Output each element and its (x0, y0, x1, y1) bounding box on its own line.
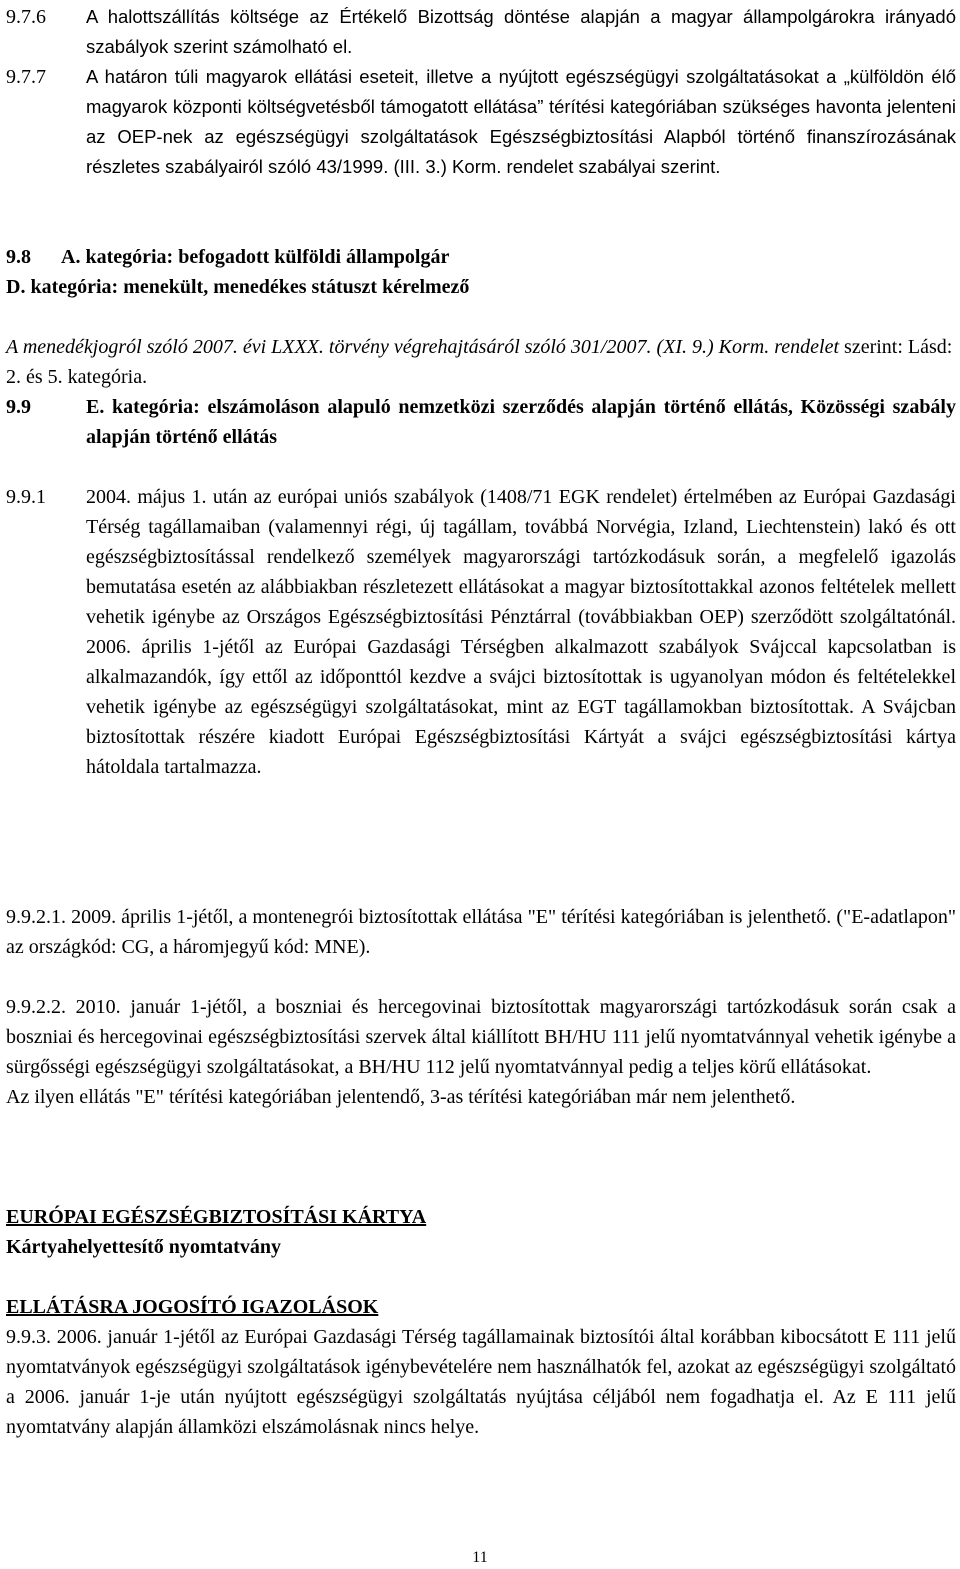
category-heading-e: E. kategória: elszámoláson alapuló nemzetközi szerződés alapján történő ellátás, Közösségi szabály alapján történő ellátás (86, 396, 956, 448)
section-9-8 (6, 242, 956, 392)
section-9-9-3: 9.9.3. 2006. január 1-jétől az Európai Gazdasági Térség tagállamainak biztosítói által korábban kibocsátott E 111 jelű nyomtatványok egészségügyi szolgáltatások igénybevételére nem használhatók fel, azokat az egészségügyi szolgáltató a 2006. január 1-je után nyújtott egészségügyi szolgáltatás nyújtása céljából nem fogadhatja el. Az E 111 jelű nyomtatvány alapján államközi elszámolásnak nincs helye. (6, 1326, 956, 1438)
section-text: A határon túli magyarok ellátási eseteit, illetve a nyújtott egészségügyi szolgáltatásokat a „külföldön élő magyarok központi költségvetésből támogatott ellátása” térítési kategóriában szükséges havonta jelenteni az OEP-nek az egészségügyi szolgáltatások Egészségbiztosítási Alapból történő finanszírozásának részletes szabályairól szóló 43/1999. (III. 3.) Korm. rendelet szabályai szerint. (86, 66, 956, 177)
section-9-9-2-2 (6, 992, 956, 1112)
section-9-9 (6, 392, 956, 452)
certificates-block (6, 1292, 956, 1442)
section-text: 9.9.2.2. 2010. január 1-jétől, a boszniai és hercegovinai biztosítottak magyarországi tartózkodásuk során csak a boszniai és hercegovinai egészségbiztosítási szervek által kiállított BH/HU 111 jelű nyomtatvánnyal vehetik igénybe a sürgősségi egészségügyi szolgáltatásokat, a BH/HU 112 jelű nyomtatvánnyal pedig a teljes körű ellátásokat. (6, 996, 956, 1078)
section-9-7-7 (6, 62, 956, 182)
section-note: Az ilyen ellátás "E" térítési kategóriában jelentendő, 3-as térítési kategóriában már nem jelenthető. (6, 1086, 796, 1108)
section-9-9-2-1: 9.9.2.1. 2009. április 1-jétől, a montenegrói biztosítottak ellátása "E" térítési kategóriában is jelenthető. ("E-adatlapon" az országkód: CG, a háromjegyű kód: MNE). (6, 906, 956, 958)
section-text: A halottszállítás költsége az Értékelő Bizottság döntése alapján a magyar állampolgárokra irányadó szabályok szerint számolható el. (86, 6, 956, 57)
section-number: 9.7.7 (6, 66, 46, 88)
section-number: 9.8 (6, 246, 31, 268)
certificates-title: ELLÁTÁSRA JOGOSÍTÓ IGAZOLÁSOK (6, 1296, 379, 1318)
ehic-title: EURÓPAI EGÉSZSÉGBIZTOSÍTÁSI KÁRTYA (6, 1206, 427, 1228)
legal-reference (6, 332, 956, 392)
page-number: 11 (472, 1549, 488, 1566)
section-number: 9.9.1 (6, 486, 46, 508)
section-number: 9.9 (6, 396, 31, 418)
section-9-7-6 (6, 2, 956, 62)
section-9-9-1 (6, 482, 956, 782)
section-text: 2004. május 1. után az európai uniós szabályok (1408/71 EGK rendelet) értelmében az Európai Gazdasági Térség tagállamaiban (valamennyi régi, új tagállam, továbbá Norvégia, Izland, Liechtenstein) lakó és ott egészségbiztosítással rendelkező személyek magyarországi tartózkodásuk során, a megfelelő igazolás bemutatása esetén az alábbiakban részletezett ellátásokat a magyar biztosítottakkal azonos feltételek mellett vehetik igénybe az Országos Egészségbiztosítási Pénztárral (továbbiakban OEP) szerződött szolgáltatónál. 2006. április 1-jétől az Európai Gazdasági Térségben alkalmazott szabályok Svájccal kapcsolatban is alkalmazandók, így ettől az időponttól kezdve a svájci biztosítottak is ugyanolyan módon és feltételekkel vehetik igénybe az egészségügyi szolgáltatásokat, mint az EGT tagállamokban biztosítottak. A Svájcban biztosítottak részére kiadott Európai Egészségbiztosítási Kártyát a svájci egészségbiztosítási kártya hátoldala tartalmazza. (86, 486, 956, 778)
category-heading-a: A. kategória: befogadott külföldi állampolgár (61, 246, 450, 268)
section-number: 9.7.6 (6, 6, 46, 28)
legal-reference-tail: szerint: Lásd: 2. és 5. kategória. (6, 336, 953, 388)
category-heading-d: D. kategória: menekült, menedékes státuszt kérelmező (6, 276, 470, 298)
legal-reference-title: A menedékjogról szóló 2007. évi LXXX. törvény végrehajtásáról szóló 301/2007. (XI. 9.) Korm. rendelet (6, 336, 840, 358)
ehic-subtitle: Kártyahelyettesítő nyomtatvány (6, 1236, 281, 1258)
ehic-block (6, 1202, 956, 1262)
